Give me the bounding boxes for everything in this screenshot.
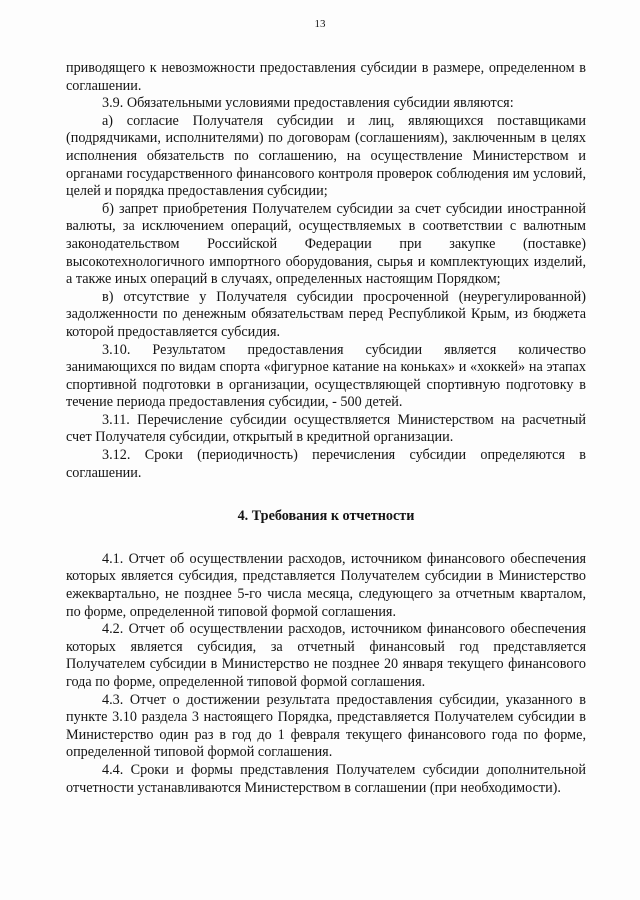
- document-body: [66, 60, 586, 797]
- section-heading: 4. Требования к отчетности: [237, 508, 415, 525]
- paragraph: б) запрет приобретения Получателем субсидии за счет субсидии иностранной валюты, за исключением операций, осуществляемых в соответствии с валютным законодательством Российской Федерации при закупке (поставке) высокотехнологичного импортного оборудования, сырья и комплектующих изделий, а также иных операций в случаях, определенных настоящим Порядком;: [66, 200, 586, 288]
- paragraph: в) отсутствие у Получателя субсидии просроченной (неурегулированной) задолженности по денежным обязательствам перед Республикой Крым, из бюджета которой предоставляется субсидия.: [66, 288, 586, 340]
- paragraph: 3.9. Обязательными условиями предоставления субсидии являются:: [102, 95, 514, 112]
- paragraph: а) согласие Получателя субсидии и лиц, являющихся поставщиками (подрядчиками, исполнителями) по договорам (соглашениям), заключенным в целях исполнения обязательств по соглашению, на осуществление Министерством и органами государственного финансового контроля проверок соблюдения им условий, целей и порядка предоставления субсидии;: [66, 112, 586, 200]
- page-number: 13: [314, 18, 326, 30]
- paragraph: 4.2. Отчет об осуществлении расходов, источником финансового обеспечения которых является субсидия, за отчетный финансовый год представляется Получателем субсидии в Министерство не позднее 20 января текущего финансового года по форме, определенной типовой формой соглашения.: [66, 621, 586, 690]
- paragraph: приводящего к невозможности предоставления субсидии в размере, определенном в соглашении.: [66, 60, 586, 94]
- paragraph: 3.11. Перечисление субсидии осуществляется Министерством на расчетный счет Получателя субсидии, открытый в кредитной организации.: [66, 411, 586, 446]
- paragraph: 3.10. Результатом предоставления субсидии является количество занимающихся по видам спорта «фигурное катание на коньках» и «хоккей» на этапах спортивной подготовки в организации, осуществляющей спортивную подготовку в течение периода предоставления субсидии, - 500 детей.: [66, 341, 586, 411]
- paragraph: 4.3. Отчет о достижении результата предоставления субсидии, указанного в пункте 3.10 раздела 3 настоящего Порядка, представляется Получателем субсидии в Министерство один раз в год до 1 февраля текущего финансового года по форме, определенной типовой формой соглашения.: [66, 691, 586, 761]
- paragraph: 3.12. Сроки (периодичность) перечисления субсидии определяются в соглашении.: [66, 447, 586, 481]
- paragraph: 4.1. Отчет об осуществлении расходов, источником финансового обеспечения которых является субсидия, представляется Получателем субсидии в Министерство ежеквартально, не позднее 5-го числа месяца, следующего за отчетным кварталом, по форме, определенной типовой формой соглашения.: [66, 550, 586, 620]
- paragraph: 4.4. Сроки и формы представления Получателем субсидии дополнительной отчетности устанавливаются Министерством в соглашении (при необходимости).: [66, 761, 586, 796]
